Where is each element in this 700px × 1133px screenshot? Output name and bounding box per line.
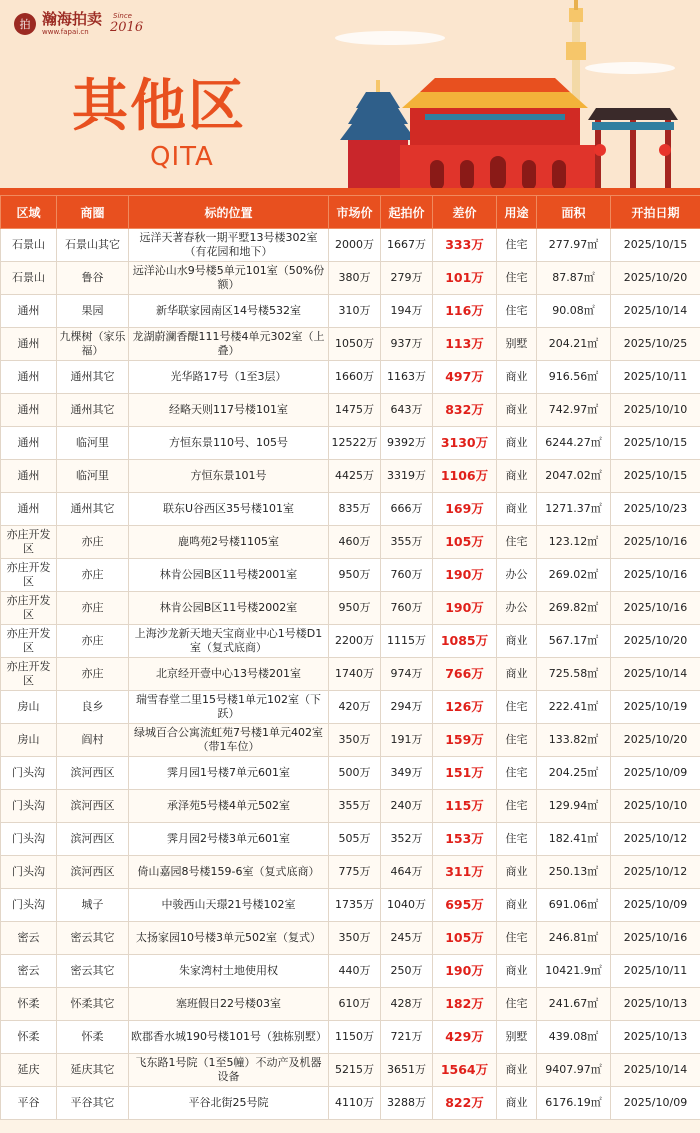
- auction-date-cell: 2025/10/14: [611, 1054, 700, 1087]
- market-price-cell: 2000万: [329, 229, 381, 262]
- starting-price-cell: 760万: [381, 592, 433, 625]
- price-difference-cell: 1106万: [433, 460, 497, 493]
- auction-date-cell: 2025/10/12: [611, 823, 700, 856]
- usage-cell: 办公: [497, 559, 537, 592]
- location-cell: 瑞雪春堂二里15号楼1单元102室（下跃）: [129, 691, 329, 724]
- price-difference-cell: 126万: [433, 691, 497, 724]
- usage-cell: 商业: [497, 658, 537, 691]
- business-area-cell: 鲁谷: [57, 262, 129, 295]
- region-cell: 通州: [1, 427, 57, 460]
- region-cell: 延庆: [1, 1054, 57, 1087]
- area-cell: 6244.27㎡: [537, 427, 611, 460]
- table-row[interactable]: [1, 328, 700, 361]
- price-difference-cell: 695万: [433, 889, 497, 922]
- area-cell: 87.87㎡: [537, 262, 611, 295]
- market-price-cell: 1660万: [329, 361, 381, 394]
- region-cell: 门头沟: [1, 757, 57, 790]
- area-cell: 250.13㎡: [537, 856, 611, 889]
- business-area-cell: 良乡: [57, 691, 129, 724]
- usage-cell: 商业: [497, 856, 537, 889]
- price-difference-cell: 1564万: [433, 1054, 497, 1087]
- area-cell: 90.08㎡: [537, 295, 611, 328]
- area-cell: 742.97㎡: [537, 394, 611, 427]
- region-cell: 门头沟: [1, 889, 57, 922]
- table-row[interactable]: [1, 460, 700, 493]
- table-row[interactable]: [1, 625, 700, 658]
- usage-cell: 商业: [497, 625, 537, 658]
- business-area-cell: 通州其它: [57, 361, 129, 394]
- usage-cell: 商业: [497, 394, 537, 427]
- area-cell: 1271.37㎡: [537, 493, 611, 526]
- auction-date-cell: 2025/10/11: [611, 361, 700, 394]
- starting-price-cell: 666万: [381, 493, 433, 526]
- business-area-cell: 亦庄: [57, 658, 129, 691]
- location-cell: 塞班假日22号楼03室: [129, 988, 329, 1021]
- beijing-skyline-illustration: [330, 0, 700, 190]
- auction-date-cell: 2025/10/15: [611, 427, 700, 460]
- business-area-cell: 滨河西区: [57, 757, 129, 790]
- region-cell: 石景山: [1, 262, 57, 295]
- market-price-cell: 4110万: [329, 1087, 381, 1120]
- column-region: 区域: [1, 196, 57, 229]
- auction-date-cell: 2025/10/15: [611, 460, 700, 493]
- table-row[interactable]: [1, 1054, 700, 1087]
- area-cell: 204.25㎡: [537, 757, 611, 790]
- starting-price-cell: 721万: [381, 1021, 433, 1054]
- price-difference-cell: 497万: [433, 361, 497, 394]
- location-cell: 朱家湾村土地使用权: [129, 955, 329, 988]
- area-cell: 6176.19㎡: [537, 1087, 611, 1120]
- auction-date-cell: 2025/10/12: [611, 856, 700, 889]
- table-row[interactable]: [1, 592, 700, 625]
- area-cell: 241.67㎡: [537, 988, 611, 1021]
- price-difference-cell: 159万: [433, 724, 497, 757]
- starting-price-cell: 3319万: [381, 460, 433, 493]
- table-row[interactable]: [1, 1087, 700, 1120]
- region-cell: 门头沟: [1, 823, 57, 856]
- starting-price-cell: 349万: [381, 757, 433, 790]
- business-area-cell: 通州其它: [57, 493, 129, 526]
- location-cell: 中骏西山天璟21号楼102室: [129, 889, 329, 922]
- region-cell: 门头沟: [1, 790, 57, 823]
- price-difference-cell: 169万: [433, 493, 497, 526]
- table-body: [1, 229, 700, 1120]
- starting-price-cell: 352万: [381, 823, 433, 856]
- price-difference-cell: 311万: [433, 856, 497, 889]
- price-difference-cell: 333万: [433, 229, 497, 262]
- business-area-cell: 城子: [57, 889, 129, 922]
- brand-url: www.fapai.cn: [42, 28, 89, 36]
- location-cell: 上海沙龙新天地天宝商业中心1号楼D1室（复式底商）: [129, 625, 329, 658]
- auction-date-cell: 2025/10/16: [611, 526, 700, 559]
- area-cell: 123.12㎡: [537, 526, 611, 559]
- market-price-cell: 950万: [329, 592, 381, 625]
- region-cell: 亦庄开发区: [1, 526, 57, 559]
- brand-logo[interactable]: [14, 12, 102, 36]
- area-cell: 691.06㎡: [537, 889, 611, 922]
- auction-date-cell: 2025/10/11: [611, 955, 700, 988]
- market-price-cell: 505万: [329, 823, 381, 856]
- price-difference-cell: 1085万: [433, 625, 497, 658]
- starting-price-cell: 1667万: [381, 229, 433, 262]
- usage-cell: 商业: [497, 889, 537, 922]
- area-cell: 129.94㎡: [537, 790, 611, 823]
- area-cell: 204.21㎡: [537, 328, 611, 361]
- usage-cell: 商业: [497, 1087, 537, 1120]
- region-cell: 门头沟: [1, 856, 57, 889]
- region-cell: 通州: [1, 328, 57, 361]
- usage-cell: 住宅: [497, 526, 537, 559]
- area-cell: 10421.9㎡: [537, 955, 611, 988]
- brand-text: [42, 12, 102, 36]
- brand-since: Since: [113, 12, 132, 20]
- starting-price-cell: 974万: [381, 658, 433, 691]
- location-cell: 方恒东景101号: [129, 460, 329, 493]
- table-row[interactable]: [1, 691, 700, 724]
- market-price-cell: 460万: [329, 526, 381, 559]
- usage-cell: 商业: [497, 361, 537, 394]
- area-cell: 222.41㎡: [537, 691, 611, 724]
- usage-cell: 商业: [497, 955, 537, 988]
- auction-date-cell: 2025/10/09: [611, 1087, 700, 1120]
- starting-price-cell: 1115万: [381, 625, 433, 658]
- area-cell: 269.82㎡: [537, 592, 611, 625]
- column-starting-price: 起拍价: [381, 196, 433, 229]
- usage-cell: 住宅: [497, 988, 537, 1021]
- price-difference-cell: 190万: [433, 559, 497, 592]
- region-cell: 亦庄开发区: [1, 559, 57, 592]
- business-area-cell: 亦庄: [57, 559, 129, 592]
- table-row[interactable]: [1, 229, 700, 262]
- business-area-cell: 临河里: [57, 460, 129, 493]
- market-price-cell: 1050万: [329, 328, 381, 361]
- business-area-cell: 延庆其它: [57, 1054, 129, 1087]
- area-cell: 277.97㎡: [537, 229, 611, 262]
- auction-date-cell: 2025/10/15: [611, 229, 700, 262]
- price-difference-cell: 429万: [433, 1021, 497, 1054]
- brand-emblem-icon: 拍: [14, 13, 36, 35]
- usage-cell: 商业: [497, 427, 537, 460]
- price-difference-cell: 115万: [433, 790, 497, 823]
- column-business-area: 商圈: [57, 196, 129, 229]
- starting-price-cell: 355万: [381, 526, 433, 559]
- business-area-cell: 石景山其它: [57, 229, 129, 262]
- page-header: [0, 0, 700, 195]
- region-cell: 房山: [1, 724, 57, 757]
- location-cell: 欧郡香水城190号楼101号（独栋别墅）: [129, 1021, 329, 1054]
- market-price-cell: 1735万: [329, 889, 381, 922]
- location-cell: 北京经开壹中心13号楼201室: [129, 658, 329, 691]
- location-cell: 经略天则117号楼101室: [129, 394, 329, 427]
- table-row[interactable]: [1, 988, 700, 1021]
- business-area-cell: 亦庄: [57, 526, 129, 559]
- brand-year: 2016: [110, 20, 144, 35]
- business-area-cell: 临河里: [57, 427, 129, 460]
- market-price-cell: 4425万: [329, 460, 381, 493]
- usage-cell: 商业: [497, 460, 537, 493]
- column-usage: 用途: [497, 196, 537, 229]
- market-price-cell: 835万: [329, 493, 381, 526]
- region-cell: 通州: [1, 295, 57, 328]
- business-area-cell: 滨河西区: [57, 790, 129, 823]
- region-cell: 密云: [1, 955, 57, 988]
- starting-price-cell: 643万: [381, 394, 433, 427]
- starting-price-cell: 1163万: [381, 361, 433, 394]
- market-price-cell: 440万: [329, 955, 381, 988]
- table-header-row: [1, 196, 700, 229]
- brand-name: 瀚海拍卖: [42, 10, 103, 28]
- area-cell: 2047.02㎡: [537, 460, 611, 493]
- business-area-cell: 阎村: [57, 724, 129, 757]
- table-row[interactable]: [1, 724, 700, 757]
- price-difference-cell: 105万: [433, 922, 497, 955]
- business-area-cell: 九棵树（家乐福）: [57, 328, 129, 361]
- auction-date-cell: 2025/10/13: [611, 1021, 700, 1054]
- price-difference-cell: 151万: [433, 757, 497, 790]
- area-cell: 182.41㎡: [537, 823, 611, 856]
- auction-date-cell: 2025/10/13: [611, 988, 700, 1021]
- region-cell: 平谷: [1, 1087, 57, 1120]
- market-price-cell: 1150万: [329, 1021, 381, 1054]
- starting-price-cell: 245万: [381, 922, 433, 955]
- price-difference-cell: 113万: [433, 328, 497, 361]
- area-cell: 725.58㎡: [537, 658, 611, 691]
- starting-price-cell: 250万: [381, 955, 433, 988]
- table-row[interactable]: [1, 955, 700, 988]
- starting-price-cell: 937万: [381, 328, 433, 361]
- starting-price-cell: 9392万: [381, 427, 433, 460]
- region-cell: 房山: [1, 691, 57, 724]
- business-area-cell: 果园: [57, 295, 129, 328]
- price-difference-cell: 190万: [433, 955, 497, 988]
- market-price-cell: 12522万: [329, 427, 381, 460]
- location-cell: 林肯公园B区11号楼2001室: [129, 559, 329, 592]
- column-location: 标的位置: [129, 196, 329, 229]
- location-cell: 新华联家园南区14号楼532室: [129, 295, 329, 328]
- business-area-cell: 滨河西区: [57, 856, 129, 889]
- region-cell: 亦庄开发区: [1, 658, 57, 691]
- table-row[interactable]: [1, 361, 700, 394]
- table-row[interactable]: [1, 658, 700, 691]
- price-difference-cell: 832万: [433, 394, 497, 427]
- usage-cell: 住宅: [497, 691, 537, 724]
- price-difference-cell: 766万: [433, 658, 497, 691]
- area-cell: 133.82㎡: [537, 724, 611, 757]
- market-price-cell: 2200万: [329, 625, 381, 658]
- table-row[interactable]: [1, 1021, 700, 1054]
- auction-date-cell: 2025/10/10: [611, 394, 700, 427]
- price-difference-cell: 190万: [433, 592, 497, 625]
- usage-cell: 住宅: [497, 922, 537, 955]
- usage-cell: 住宅: [497, 229, 537, 262]
- table-row[interactable]: [1, 493, 700, 526]
- auction-date-cell: 2025/10/25: [611, 328, 700, 361]
- location-cell: 飞东路1号院（1至5幢）不动产及机器设备: [129, 1054, 329, 1087]
- area-cell: 916.56㎡: [537, 361, 611, 394]
- business-area-cell: 密云其它: [57, 955, 129, 988]
- price-difference-cell: 182万: [433, 988, 497, 1021]
- location-cell: 远洋沁山水9号楼5单元101室（50%份额）: [129, 262, 329, 295]
- location-cell: 霁月园2号楼3单元601室: [129, 823, 329, 856]
- location-cell: 太扬家园10号楼3单元502室（复式）: [129, 922, 329, 955]
- price-difference-cell: 3130万: [433, 427, 497, 460]
- starting-price-cell: 464万: [381, 856, 433, 889]
- business-area-cell: 怀柔其它: [57, 988, 129, 1021]
- starting-price-cell: 3288万: [381, 1087, 433, 1120]
- starting-price-cell: 3651万: [381, 1054, 433, 1087]
- usage-cell: 住宅: [497, 724, 537, 757]
- market-price-cell: 500万: [329, 757, 381, 790]
- region-cell: 通州: [1, 493, 57, 526]
- region-cell: 密云: [1, 922, 57, 955]
- market-price-cell: 950万: [329, 559, 381, 592]
- area-cell: 439.08㎡: [537, 1021, 611, 1054]
- area-cell: 246.81㎡: [537, 922, 611, 955]
- usage-cell: 住宅: [497, 790, 537, 823]
- column-market-price: 市场价: [329, 196, 381, 229]
- starting-price-cell: 194万: [381, 295, 433, 328]
- market-price-cell: 310万: [329, 295, 381, 328]
- usage-cell: 办公: [497, 592, 537, 625]
- auction-date-cell: 2025/10/20: [611, 262, 700, 295]
- market-price-cell: 5215万: [329, 1054, 381, 1087]
- usage-cell: 商业: [497, 493, 537, 526]
- page-title: 其他区: [72, 74, 246, 139]
- region-cell: 亦庄开发区: [1, 592, 57, 625]
- usage-cell: 住宅: [497, 757, 537, 790]
- location-cell: 龙湖蔚澜香醍111号楼4单元302室（上叠）: [129, 328, 329, 361]
- usage-cell: 别墅: [497, 328, 537, 361]
- business-area-cell: 平谷其它: [57, 1087, 129, 1120]
- region-cell: 怀柔: [1, 988, 57, 1021]
- market-price-cell: 350万: [329, 724, 381, 757]
- business-area-cell: 密云其它: [57, 922, 129, 955]
- business-area-cell: 怀柔: [57, 1021, 129, 1054]
- header-divider: [0, 188, 700, 195]
- region-cell: 怀柔: [1, 1021, 57, 1054]
- business-area-cell: 亦庄: [57, 625, 129, 658]
- auction-date-cell: 2025/10/16: [611, 592, 700, 625]
- table-row[interactable]: [1, 856, 700, 889]
- usage-cell: 别墅: [497, 1021, 537, 1054]
- table-row[interactable]: [1, 823, 700, 856]
- price-difference-cell: 822万: [433, 1087, 497, 1120]
- table-row[interactable]: [1, 889, 700, 922]
- column-auction-date: 开拍日期: [611, 196, 700, 229]
- starting-price-cell: 279万: [381, 262, 433, 295]
- market-price-cell: 355万: [329, 790, 381, 823]
- location-cell: 霁月园1号楼7单元601室: [129, 757, 329, 790]
- table-row[interactable]: [1, 790, 700, 823]
- location-cell: 承泽苑5号楼4单元502室: [129, 790, 329, 823]
- starting-price-cell: 1040万: [381, 889, 433, 922]
- area-cell: 567.17㎡: [537, 625, 611, 658]
- area-cell: 9407.97㎡: [537, 1054, 611, 1087]
- region-cell: 亦庄开发区: [1, 625, 57, 658]
- market-price-cell: 350万: [329, 922, 381, 955]
- auction-date-cell: 2025/10/09: [611, 889, 700, 922]
- page-subtitle: QITA: [150, 142, 214, 172]
- region-cell: 通州: [1, 394, 57, 427]
- region-cell: 石景山: [1, 229, 57, 262]
- price-difference-cell: 101万: [433, 262, 497, 295]
- table-row[interactable]: [1, 526, 700, 559]
- starting-price-cell: 760万: [381, 559, 433, 592]
- market-price-cell: 420万: [329, 691, 381, 724]
- business-area-cell: 通州其它: [57, 394, 129, 427]
- price-difference-cell: 153万: [433, 823, 497, 856]
- auction-date-cell: 2025/10/20: [611, 724, 700, 757]
- usage-cell: 住宅: [497, 823, 537, 856]
- market-price-cell: 1475万: [329, 394, 381, 427]
- price-difference-cell: 105万: [433, 526, 497, 559]
- starting-price-cell: 240万: [381, 790, 433, 823]
- location-cell: 倚山嘉园8号楼159-6室（复式底商）: [129, 856, 329, 889]
- location-cell: 远洋天著春秋一期平墅13号楼302室（有花园和地下）: [129, 229, 329, 262]
- starting-price-cell: 428万: [381, 988, 433, 1021]
- market-price-cell: 775万: [329, 856, 381, 889]
- market-price-cell: 1740万: [329, 658, 381, 691]
- auction-date-cell: 2025/10/10: [611, 790, 700, 823]
- location-cell: 绿城百合公寓流虹苑7号楼1单元402室（带1车位）: [129, 724, 329, 757]
- table-row[interactable]: [1, 394, 700, 427]
- starting-price-cell: 294万: [381, 691, 433, 724]
- market-price-cell: 610万: [329, 988, 381, 1021]
- business-area-cell: 滨河西区: [57, 823, 129, 856]
- usage-cell: 商业: [497, 1054, 537, 1087]
- table-row[interactable]: [1, 559, 700, 592]
- area-cell: 269.02㎡: [537, 559, 611, 592]
- auction-date-cell: 2025/10/20: [611, 625, 700, 658]
- location-cell: 方恒东景110号、105号: [129, 427, 329, 460]
- column-area: 面积: [537, 196, 611, 229]
- auction-date-cell: 2025/10/09: [611, 757, 700, 790]
- auction-date-cell: 2025/10/14: [611, 295, 700, 328]
- usage-cell: 住宅: [497, 262, 537, 295]
- starting-price-cell: 191万: [381, 724, 433, 757]
- market-price-cell: 380万: [329, 262, 381, 295]
- region-cell: 通州: [1, 361, 57, 394]
- business-area-cell: 亦庄: [57, 592, 129, 625]
- table-row[interactable]: [1, 757, 700, 790]
- price-difference-cell: 116万: [433, 295, 497, 328]
- table-row[interactable]: [1, 427, 700, 460]
- auction-date-cell: 2025/10/16: [611, 922, 700, 955]
- region-cell: 通州: [1, 460, 57, 493]
- location-cell: 光华路17号（1至3层）: [129, 361, 329, 394]
- location-cell: 联东U谷西区35号楼101室: [129, 493, 329, 526]
- table-row[interactable]: [1, 262, 700, 295]
- table-row[interactable]: [1, 295, 700, 328]
- auction-date-cell: 2025/10/19: [611, 691, 700, 724]
- table-row[interactable]: [1, 922, 700, 955]
- location-cell: 鹿鸣苑2号楼1105室: [129, 526, 329, 559]
- location-cell: 平谷北街25号院: [129, 1087, 329, 1120]
- auction-table: [0, 195, 700, 1120]
- column-price-difference: 差价: [433, 196, 497, 229]
- auction-date-cell: 2025/10/14: [611, 658, 700, 691]
- auction-date-cell: 2025/10/16: [611, 559, 700, 592]
- auction-date-cell: 2025/10/23: [611, 493, 700, 526]
- usage-cell: 住宅: [497, 295, 537, 328]
- location-cell: 林肯公园B区11号楼2002室: [129, 592, 329, 625]
